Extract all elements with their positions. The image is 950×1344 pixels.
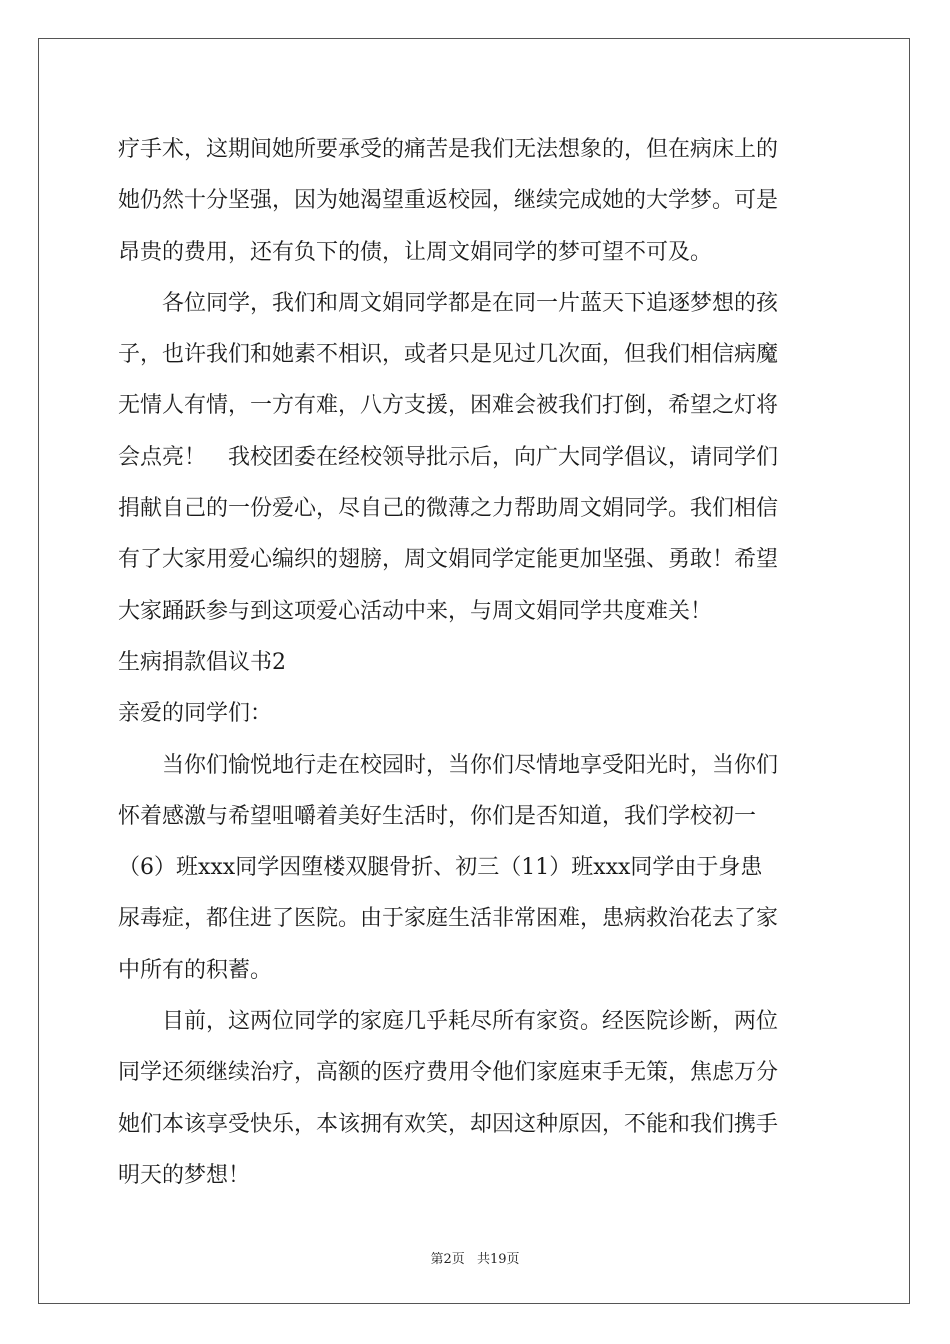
text-line: 她们本该享受快乐，本该拥有欢笑，却因这种原因，不能和我们携手	[118, 1111, 779, 1137]
text-line: 目前，这两位同学的家庭几乎耗尽所有家资。经医院诊断，两位	[162, 1009, 779, 1035]
text-line: 尿毒症，都住进了医院。由于家庭生活非常困难，患病救治花去了家	[118, 906, 779, 932]
text-line: 怀着感激与希望咀嚼着美好生活时，你们是否知道，我们学校初一	[118, 803, 757, 829]
text-line: 大家踊跃参与到这项爱心活动中来，与周文娟同学共度难关！	[118, 598, 713, 624]
text-line: 亲爱的同学们：	[118, 701, 273, 727]
page-number: 第2页	[430, 1252, 465, 1267]
text-line: 有了大家用爱心编织的翅膀，周文娟同学定能更加坚强、勇敢！希望	[118, 547, 779, 573]
page-footer	[0, 1248, 950, 1267]
text-line: 无情人有情，一方有难，八方支援，困难会被我们打倒，希望之灯将	[118, 393, 779, 419]
text-line: 同学还须继续治疗，高额的医疗费用令他们家庭束手无策，焦虑万分	[118, 1060, 779, 1086]
text-line: 她仍然十分坚强，因为她渴望重返校园，继续完成她的大学梦。可是	[118, 188, 779, 214]
text-line: （6）班xxx同学因堕楼双腿骨折、初三（11）班xxx同学由于身患	[118, 855, 763, 881]
text-line: 疗手术，这期间她所要承受的痛苦是我们无法想象的，但在病床上的	[118, 137, 779, 162]
text-line: 生病捐款倡议书2	[118, 649, 286, 675]
text-line: 当你们愉悦地行走在校园时，当你们尽情地享受阳光时，当你们	[162, 752, 779, 778]
text-line: 明天的梦想！	[118, 1162, 251, 1188]
page-total: 共19页	[476, 1252, 520, 1267]
text-line: 会点亮！ 我校团委在经校领导批示后，向广大同学倡议，请同学们	[118, 444, 779, 470]
text-line: 子，也许我们和她素不相识，或者只是见过几次面，但我们相信病魔	[118, 342, 779, 368]
text-line: 昂贵的费用，还有负下的债，让周文娟同学的梦可望不可及。	[118, 239, 713, 265]
text-line: 中所有的积蓄。	[118, 957, 273, 983]
document-body	[118, 124, 834, 1201]
text-line: 各位同学，我们和周文娟同学都是在同一片蓝天下追逐梦想的孩	[162, 290, 779, 316]
text-line: 捐献自己的一份爱心，尽自己的微薄之力帮助周文娟同学。我们相信	[118, 496, 779, 522]
